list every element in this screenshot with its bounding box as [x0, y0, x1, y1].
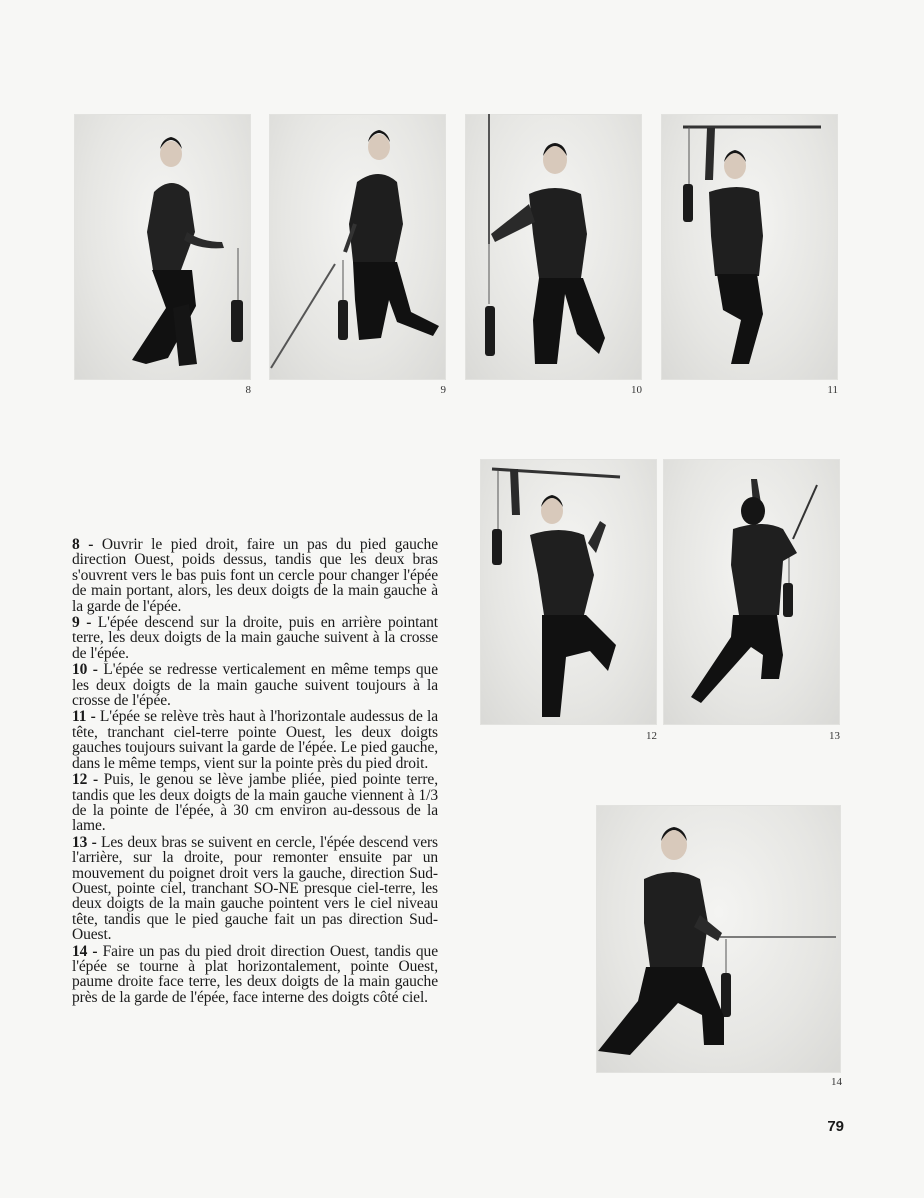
- page-number: 79: [827, 1118, 844, 1135]
- paragraph-14: [72, 944, 438, 1006]
- photo-figure-10: [465, 114, 642, 380]
- step-number: 10 -: [72, 661, 98, 679]
- figure-8-illustration: [74, 114, 251, 380]
- step-text: L'épée se relève très haut à l'horizontale audessus de la tête, tranchant ciel-terre pointe Ouest, les deux doigts gauches toujours suivant la garde de l'épée. Le pied gauche, dans le même temps, vient sur la pointe près du pied droit.: [72, 708, 438, 772]
- photo-figure-11: [661, 114, 838, 380]
- figure-10-illustration: [465, 114, 642, 380]
- step-text: Ouvrir le pied droit, faire un pas du pied gauche direction Ouest, poids dessus, tandis que les deux bras s'ouvrent vers le bas puis font un cercle pour changer l'épée de main portant, alors, les deux doigts de la main gauche à la garde de l'épée.: [72, 536, 438, 615]
- caption-figure-14: 14: [831, 1076, 842, 1088]
- photo-figure-8: [74, 114, 251, 380]
- caption-figure-12: 12: [646, 730, 657, 742]
- caption-figure-11: 11: [827, 384, 838, 396]
- photo-figure-9: [269, 114, 446, 380]
- photo-figure-13: [663, 459, 840, 725]
- step-number: 9 -: [72, 614, 92, 632]
- paragraph-10: [72, 662, 438, 708]
- paragraph-8: [72, 537, 438, 614]
- paragraph-12: [72, 772, 438, 834]
- step-text: L'épée descend sur la droite, puis en arrière pointant terre, les deux doigts de la main gauche suivent à la crosse de l'épée.: [72, 614, 438, 662]
- caption-figure-13: 13: [829, 730, 840, 742]
- figure-9-illustration: [269, 114, 446, 380]
- step-number: 8 -: [72, 536, 94, 553]
- instruction-text: [72, 537, 438, 1006]
- step-text: Puis, le genou se lève jambe pliée, pied pointe terre, tandis que les deux doigts de la main gauche viennent à 1/3 de la pointe de l'épée, à 30 cm environ au-dessous de la lame.: [72, 771, 438, 835]
- paragraph-9: [72, 615, 438, 661]
- figure-12-illustration: [480, 459, 657, 725]
- paragraph-13: [72, 835, 438, 943]
- step-number: 13 -: [72, 833, 97, 851]
- step-text: L'épée se redresse verticalement en même temps que les deux doigts de la main gauche suivent toujours à la crosse de l'épée.: [72, 661, 438, 710]
- caption-figure-8: 8: [245, 384, 251, 396]
- figure-13-illustration: [663, 459, 840, 725]
- paragraph-11: [72, 709, 438, 771]
- photo-figure-12: [480, 459, 657, 725]
- step-text: Faire un pas du pied droit direction Ouest, tandis que l'épée se tourne à plat horizontalement, pointe Ouest, paume droite face terre, les deux doigts de la main gauche près de la garde de l'épée, face interne des doigts côté ciel.: [72, 942, 438, 1006]
- figure-11-illustration: [661, 114, 838, 380]
- figure-14-illustration: [596, 805, 841, 1073]
- step-number: 12 -: [72, 771, 99, 789]
- photo-figure-14: [596, 805, 841, 1073]
- step-number: 14 -: [72, 942, 98, 960]
- caption-figure-10: 10: [631, 384, 642, 396]
- caption-figure-9: 9: [440, 384, 446, 396]
- step-text: Les deux bras se suivent en cercle, l'épée descend vers l'arrière, sur la droite, pour remonter ensuite par un mouvement du poignet droit vers la gauche, direction Sud-Ouest, pointe ciel, tranchant SO-NE presque ciel-terre, les deux doigts de la main gauche pointent vers le ciel niveau tête, tandis que le pied gauche fait un pas direction Sud-Ouest.: [72, 833, 438, 944]
- step-number: 11 -: [72, 708, 96, 726]
